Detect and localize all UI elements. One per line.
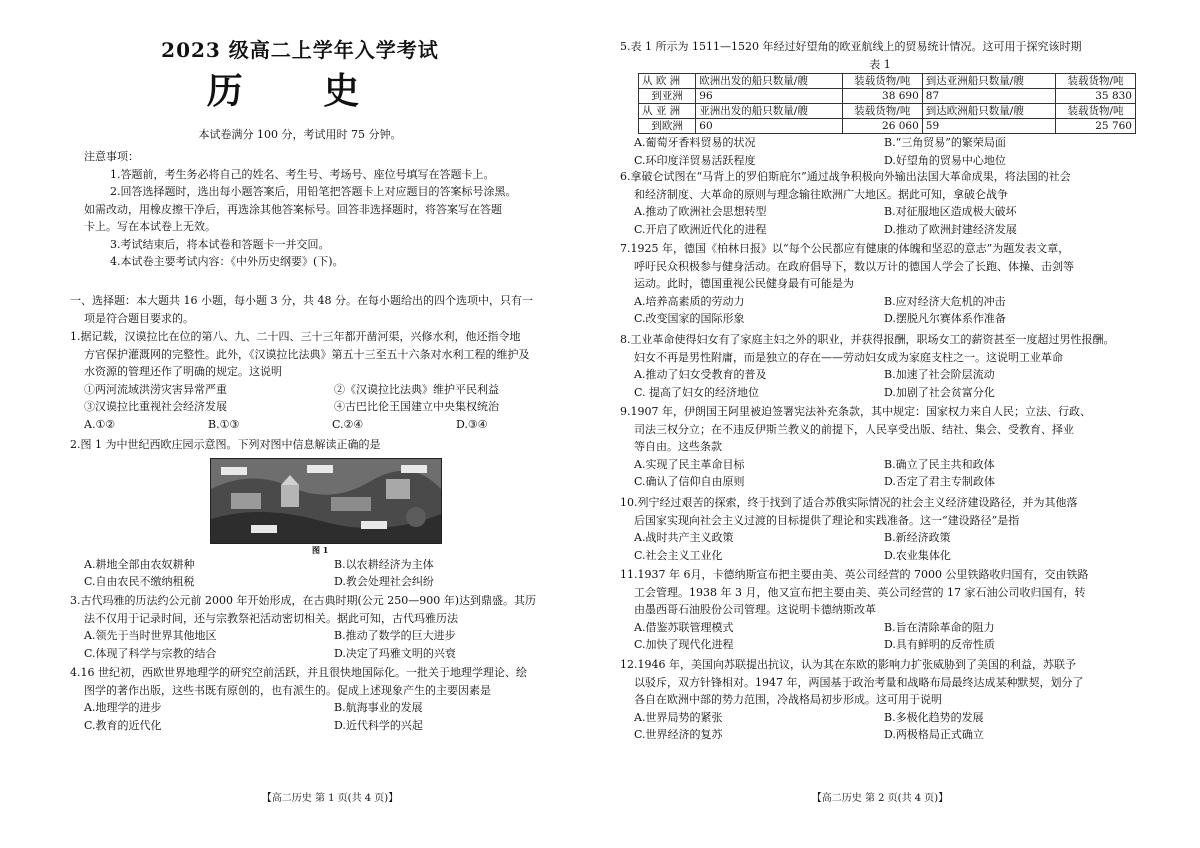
notice-heading: 注意事项：: [84, 150, 139, 163]
q4-stem: 图学的著作出版，这些书既有原创的，也有派生的。促成上述现象产生的主要因素是: [84, 683, 491, 697]
q11-option-d: D.具有鲜明的反帝性质: [884, 638, 995, 651]
q8-options: [620, 366, 1140, 384]
table-cell: 装载货物/吨: [1056, 104, 1136, 119]
q12-option-b: B.多极化趋势的发展: [884, 710, 984, 724]
q2-option-b: B.以农耕经济为主体: [334, 557, 434, 571]
notice-block: [70, 148, 590, 271]
notice-item: 3.考试结束后，将本试卷和答题卡一并交回。: [110, 237, 330, 251]
q6-options: [620, 221, 1140, 239]
q9-option-d: D.否定了君主专制政体: [884, 475, 995, 488]
q11-option-c: C.加快了现代化进程: [634, 638, 734, 651]
q9-option-a: A.实现了民主革命目标: [634, 457, 745, 471]
q11-stem: 工会管理。1938 年 3 月，他又宣布把主要由美、英公司经营的 17 家石油公司收归国有，转: [634, 585, 1086, 599]
q5-option-c: C.环印度洋贸易活跃程度: [634, 153, 756, 167]
q1-statements: [70, 398, 590, 416]
q1-statement: ③汉谟拉比重视社会经济发展: [84, 400, 227, 413]
q9-stem: 司法三权分立；在不违反伊斯兰教义的前提下，人民享受出版、结社、集会、受教育、择业: [634, 422, 1074, 436]
table-row: [639, 74, 1136, 89]
question-12: [620, 656, 1140, 744]
question-9: [620, 403, 1140, 491]
q7-stem: 呼吁民众积极参与健身活动。在政府倡导下，数以万计的德国人学会了长跑、体操、击剑等: [634, 259, 1074, 273]
q6-options: [620, 203, 1140, 221]
q5-options: [620, 134, 1140, 152]
footer-left: 【高二历史 第 1 页(共 4 页)】: [261, 793, 399, 804]
question-2: [70, 436, 590, 591]
table-cell: 到达亚洲船只数量/艘: [922, 74, 1055, 89]
q10-option-a: A.战时共产主义政策: [634, 531, 734, 544]
table-row: [639, 104, 1136, 119]
q4-options: [70, 717, 590, 735]
q7-options: [620, 310, 1140, 328]
manor-drawing: [211, 459, 441, 543]
q6-stem: 6.拿破仑试图在“马背上的罗伯斯庇尔”通过战争积极向外输出法国大革命成果，将法国的社会: [620, 170, 1071, 183]
table-cell: 59: [922, 119, 1055, 134]
table-cell: 亚洲出发的船只数量/艘: [696, 104, 843, 119]
q10-options: [620, 547, 1140, 565]
question-11: [620, 566, 1140, 654]
figure-caption: 图 1: [312, 544, 329, 555]
q9-stem: 等自由。这些条款: [634, 440, 722, 453]
question-8: [620, 331, 1140, 401]
q3-options: [70, 645, 590, 663]
manor-illustration: [210, 458, 442, 544]
exam-title: 2023 级高二上学年入学考试: [161, 38, 439, 62]
table-cell: 38 690: [842, 89, 922, 104]
table-row: [639, 119, 1136, 134]
q12-option-a: A.世界局势的紧张: [634, 710, 723, 724]
table-cell: 装载货物/吨: [1056, 74, 1136, 89]
q2-option-c: C.自由农民不缴纳租税: [84, 575, 195, 588]
q11-option-a: A.借鉴苏联管理模式: [634, 620, 734, 634]
q11-options: [620, 636, 1140, 654]
table-cell: 从 亚 洲: [639, 104, 696, 119]
q4-option-c: C.教育的近代化: [84, 718, 162, 732]
q10-stem: 10.列宁经过艰苦的探索，终于找到了适合苏俄实际情况的社会主义经济建设路径，并为其他落: [620, 496, 1078, 509]
q7-stem: 运动。此时，德国重视公民健身最有可能是为: [634, 277, 854, 290]
notice-item: 2.回答选择题时，选出每小题答案后，用铅笔把答题卡上对应题目的答案标号涂黑。: [110, 185, 517, 198]
q3-option-c: C.体现了科学与宗教的结合: [84, 646, 217, 660]
question-7: [620, 240, 1140, 328]
trade-table: [638, 73, 1136, 134]
q9-option-b: B.确立了民主共和政体: [884, 457, 995, 471]
table-cell: 到亚洲: [639, 89, 696, 104]
table-title: 表 1: [869, 57, 891, 71]
q11-options: [620, 619, 1140, 637]
score-line: 本试卷满分 100 分，考试用时 75 分钟。: [198, 128, 402, 141]
q5-option-b: B.“三角贸易”的繁荣局面: [884, 136, 1006, 149]
q6-option-c: C.开启了欧洲近代化的进程: [634, 222, 767, 236]
notice-item: 如需改动，用橡皮擦干净后，再选涂其他答案标号。回答非选择题时，将答案写在答题: [84, 202, 502, 216]
table-cell: 欧洲出发的船只数量/艘: [696, 74, 843, 89]
q8-option-a: A.推动了妇女受教育的普及: [634, 368, 767, 381]
q7-option-b: B.应对经济大危机的冲击: [884, 294, 1006, 308]
table-cell: 96: [696, 89, 843, 104]
q1-option-b: B.①③: [208, 417, 240, 431]
q3-option-a: A.领先于当时世界其他地区: [84, 629, 217, 642]
q11-stem: 由墨西哥石油股份公司管理。这说明卡德纳斯改革: [634, 603, 876, 616]
q8-option-c: C. 提高了妇女的经济地位: [634, 385, 760, 399]
q8-options: [620, 384, 1140, 402]
q1-statement: ①两河流域洪涝灾害异常严重: [84, 382, 227, 396]
q1-option-d: D.③④: [456, 417, 488, 431]
table-row: [639, 89, 1136, 104]
notice-item: 4.本试卷主要考试内容：《中外历史纲要》(下)。: [110, 255, 344, 268]
q9-options: [620, 473, 1140, 491]
question-6: [620, 168, 1140, 238]
q7-option-c: C.改变国家的国际形象: [634, 312, 745, 325]
table-cell: 35 830: [1056, 89, 1136, 104]
question-10: [620, 494, 1140, 564]
q8-option-b: B.加速了社会阶层流动: [884, 368, 995, 381]
q10-options: [620, 529, 1140, 547]
q8-stem: 8.工业革命使得妇女有了家庭主妇之外的职业，并获得报酬，职场女工的薪资甚至一度超过男性报酬。: [620, 333, 1115, 346]
q4-option-b: B.航海事业的发展: [334, 701, 423, 714]
q6-option-b: B.对征服地区造成极大破坏: [884, 205, 1017, 218]
q7-options: [620, 293, 1140, 311]
footer-right: 【高二历史 第 2 页(共 4 页)】: [811, 793, 949, 804]
notice-item: 1.答题前，考生务必将自己的姓名、考生号、考场号、座位号填写在答题卡上。: [110, 167, 495, 181]
q1-stem: 水资源的管理还作了明确的规定。这说明: [84, 365, 282, 378]
q3-option-d: D.决定了玛雅文明的兴衰: [334, 646, 456, 660]
table-cell: 到欧洲: [639, 119, 696, 134]
question-1: [70, 328, 590, 433]
q12-options: [620, 726, 1140, 744]
question-5: [620, 38, 1140, 169]
table-cell: 60: [696, 119, 843, 134]
q1-statement: ②《汉谟拉比法典》维护平民利益: [334, 382, 499, 396]
question-3: [70, 592, 590, 662]
q10-option-b: B.新经济政策: [884, 531, 951, 544]
q5-option-d: D.好望角的贸易中心地位: [884, 153, 1006, 167]
q9-options: [620, 456, 1140, 474]
q12-option-d: D.两极格局正式确立: [884, 728, 984, 741]
q2-option-a: A.耕地全部由农奴耕种: [84, 557, 195, 571]
q4-option-d: D.近代科学的兴起: [334, 718, 423, 732]
table-cell: 26 060: [842, 119, 922, 134]
notice-item: 卡上。写在本试卷上无效。: [84, 220, 216, 233]
table-cell: 装载货物/吨: [842, 74, 922, 89]
table-cell: 到达欧洲船只数量/艘: [922, 104, 1055, 119]
q12-option-c: C.世界经济的复苏: [634, 728, 723, 741]
table-cell: 87: [922, 89, 1055, 104]
q8-stem: 妇女不再是男性附庸，而是独立的存在——劳动妇女成为家庭支柱之一。这说明工业革命: [634, 350, 1063, 364]
q2-options: [70, 556, 590, 574]
q1-statements: [70, 381, 590, 399]
q2-stem: 2.图 1 为中世纪西欧庄园示意图。下列对图中信息解读正确的是: [70, 438, 381, 451]
section-line: 项是符合题目要求的。: [84, 311, 194, 325]
q12-stem: 各自在欧洲中部的势力范围，冷战格局初步形成。这可用于说明: [634, 693, 942, 706]
q1-option-a: A.①②: [84, 417, 116, 431]
q2-option-d: D.教会处理社会纠纷: [334, 575, 434, 588]
q7-option-a: A.培养高素质的劳动力: [634, 294, 745, 308]
q3-stem: 法不仅用于记录时间，还与宗教祭祀活动密切相关。据此可知，古代玛雅历法: [84, 611, 458, 625]
q4-stem: 4.16 世纪初，西欧世界地理学的研究空前活跃，并且很快地国际化。一批关于地理学理论、绘: [70, 666, 527, 679]
q12-stem: 12.1946 年，美国向苏联提出抗议，认为其在东欧的影响力扩张威胁到了美国的利益，苏联予: [620, 658, 1076, 671]
section-line: 一、选择题：本大题共 16 小题，每小题 3 分，共 48 分。在每小题给出的四个选项中，只有一: [70, 294, 533, 307]
q6-stem: 和经济制度、大革命的原则与理念输往欧洲广大地区。据此可知，拿破仑战争: [634, 187, 1008, 201]
section-heading: [70, 292, 590, 327]
q1-stem: 方官保护灌溉网的完整性。此外，《汉谟拉比法典》第五十三至五十六条对水利工程的维护及: [84, 347, 530, 361]
q4-options: [70, 699, 590, 717]
q1-statement: ④古巴比伦王国建立中央集权统治: [334, 400, 499, 413]
q10-option-d: D.农业集体化: [884, 548, 951, 562]
q1-stem: 1.据记载，汉谟拉比在位的第八、九、二十四、三十三年都开凿河渠，兴修水利，他还指令地: [70, 330, 521, 343]
q2-options: [70, 573, 590, 591]
q10-stem: 后国家实现向社会主义过渡的目标提供了理论和实践准备。这一“建设路径”是指: [634, 513, 1020, 527]
question-4: [70, 664, 590, 734]
q12-options: [620, 709, 1140, 727]
q9-stem: 9.1907 年，伊朗国王阿里被迫签署宪法补充条款，其中规定：国家权力来自人民；立法、行政、: [620, 405, 1091, 418]
q3-option-b: B.推动了数学的巨大进步: [334, 629, 456, 642]
q5-stem: 5.表 1 所示为 1511—1520 年经过好望角的欧亚航线上的贸易统计情况。这可用于探究该时期: [620, 40, 1082, 53]
q1-options: [70, 416, 590, 434]
q8-option-d: D.加剧了社会贫富分化: [884, 385, 995, 399]
q4-option-a: A.地理学的进步: [84, 701, 162, 714]
subject-title: 历 史: [206, 70, 394, 112]
q6-option-d: D.推动了欧洲封建经济发展: [884, 222, 1017, 236]
table-cell: 装载货物/吨: [842, 104, 922, 119]
q6-option-a: A.推动了欧洲社会思想转型: [634, 205, 767, 218]
q1-option-c: C.②④: [332, 417, 364, 431]
q10-option-c: C.社会主义工业化: [634, 548, 723, 562]
q11-option-b: B.旨在清除革命的阻力: [884, 620, 995, 634]
q9-option-c: C.确认了信仰自由原则: [634, 475, 745, 488]
q5-options: [620, 152, 1140, 170]
q7-stem: 7.1925 年，德国《柏林日报》以“每个公民都应有健康的体魄和坚忍的意志”为题发表文章，: [620, 242, 1070, 255]
q12-stem: 以驳斥，双方针锋相对。1947 年，两国基于政治考量和战略布局最终达成某种默契，划分了: [634, 675, 1084, 689]
q11-stem: 11.1937 年 6月，卡德纳斯宣布把主要由美、英公司经营的 7000 公里铁路收归国有，交由铁路: [620, 568, 1089, 581]
table-cell: 25 760: [1056, 119, 1136, 134]
q3-options: [70, 627, 590, 645]
q7-option-d: D.摆脱凡尔赛体系作准备: [884, 312, 1006, 325]
q5-option-a: A.葡萄牙香料贸易的状况: [634, 136, 756, 149]
table-cell: 从 欧 洲: [639, 74, 696, 89]
q3-stem: 3.古代玛雅的历法约公元前 2000 年开始形成，在古典时期(公元 250—900 年)达到鼎盛。其历: [70, 594, 537, 607]
